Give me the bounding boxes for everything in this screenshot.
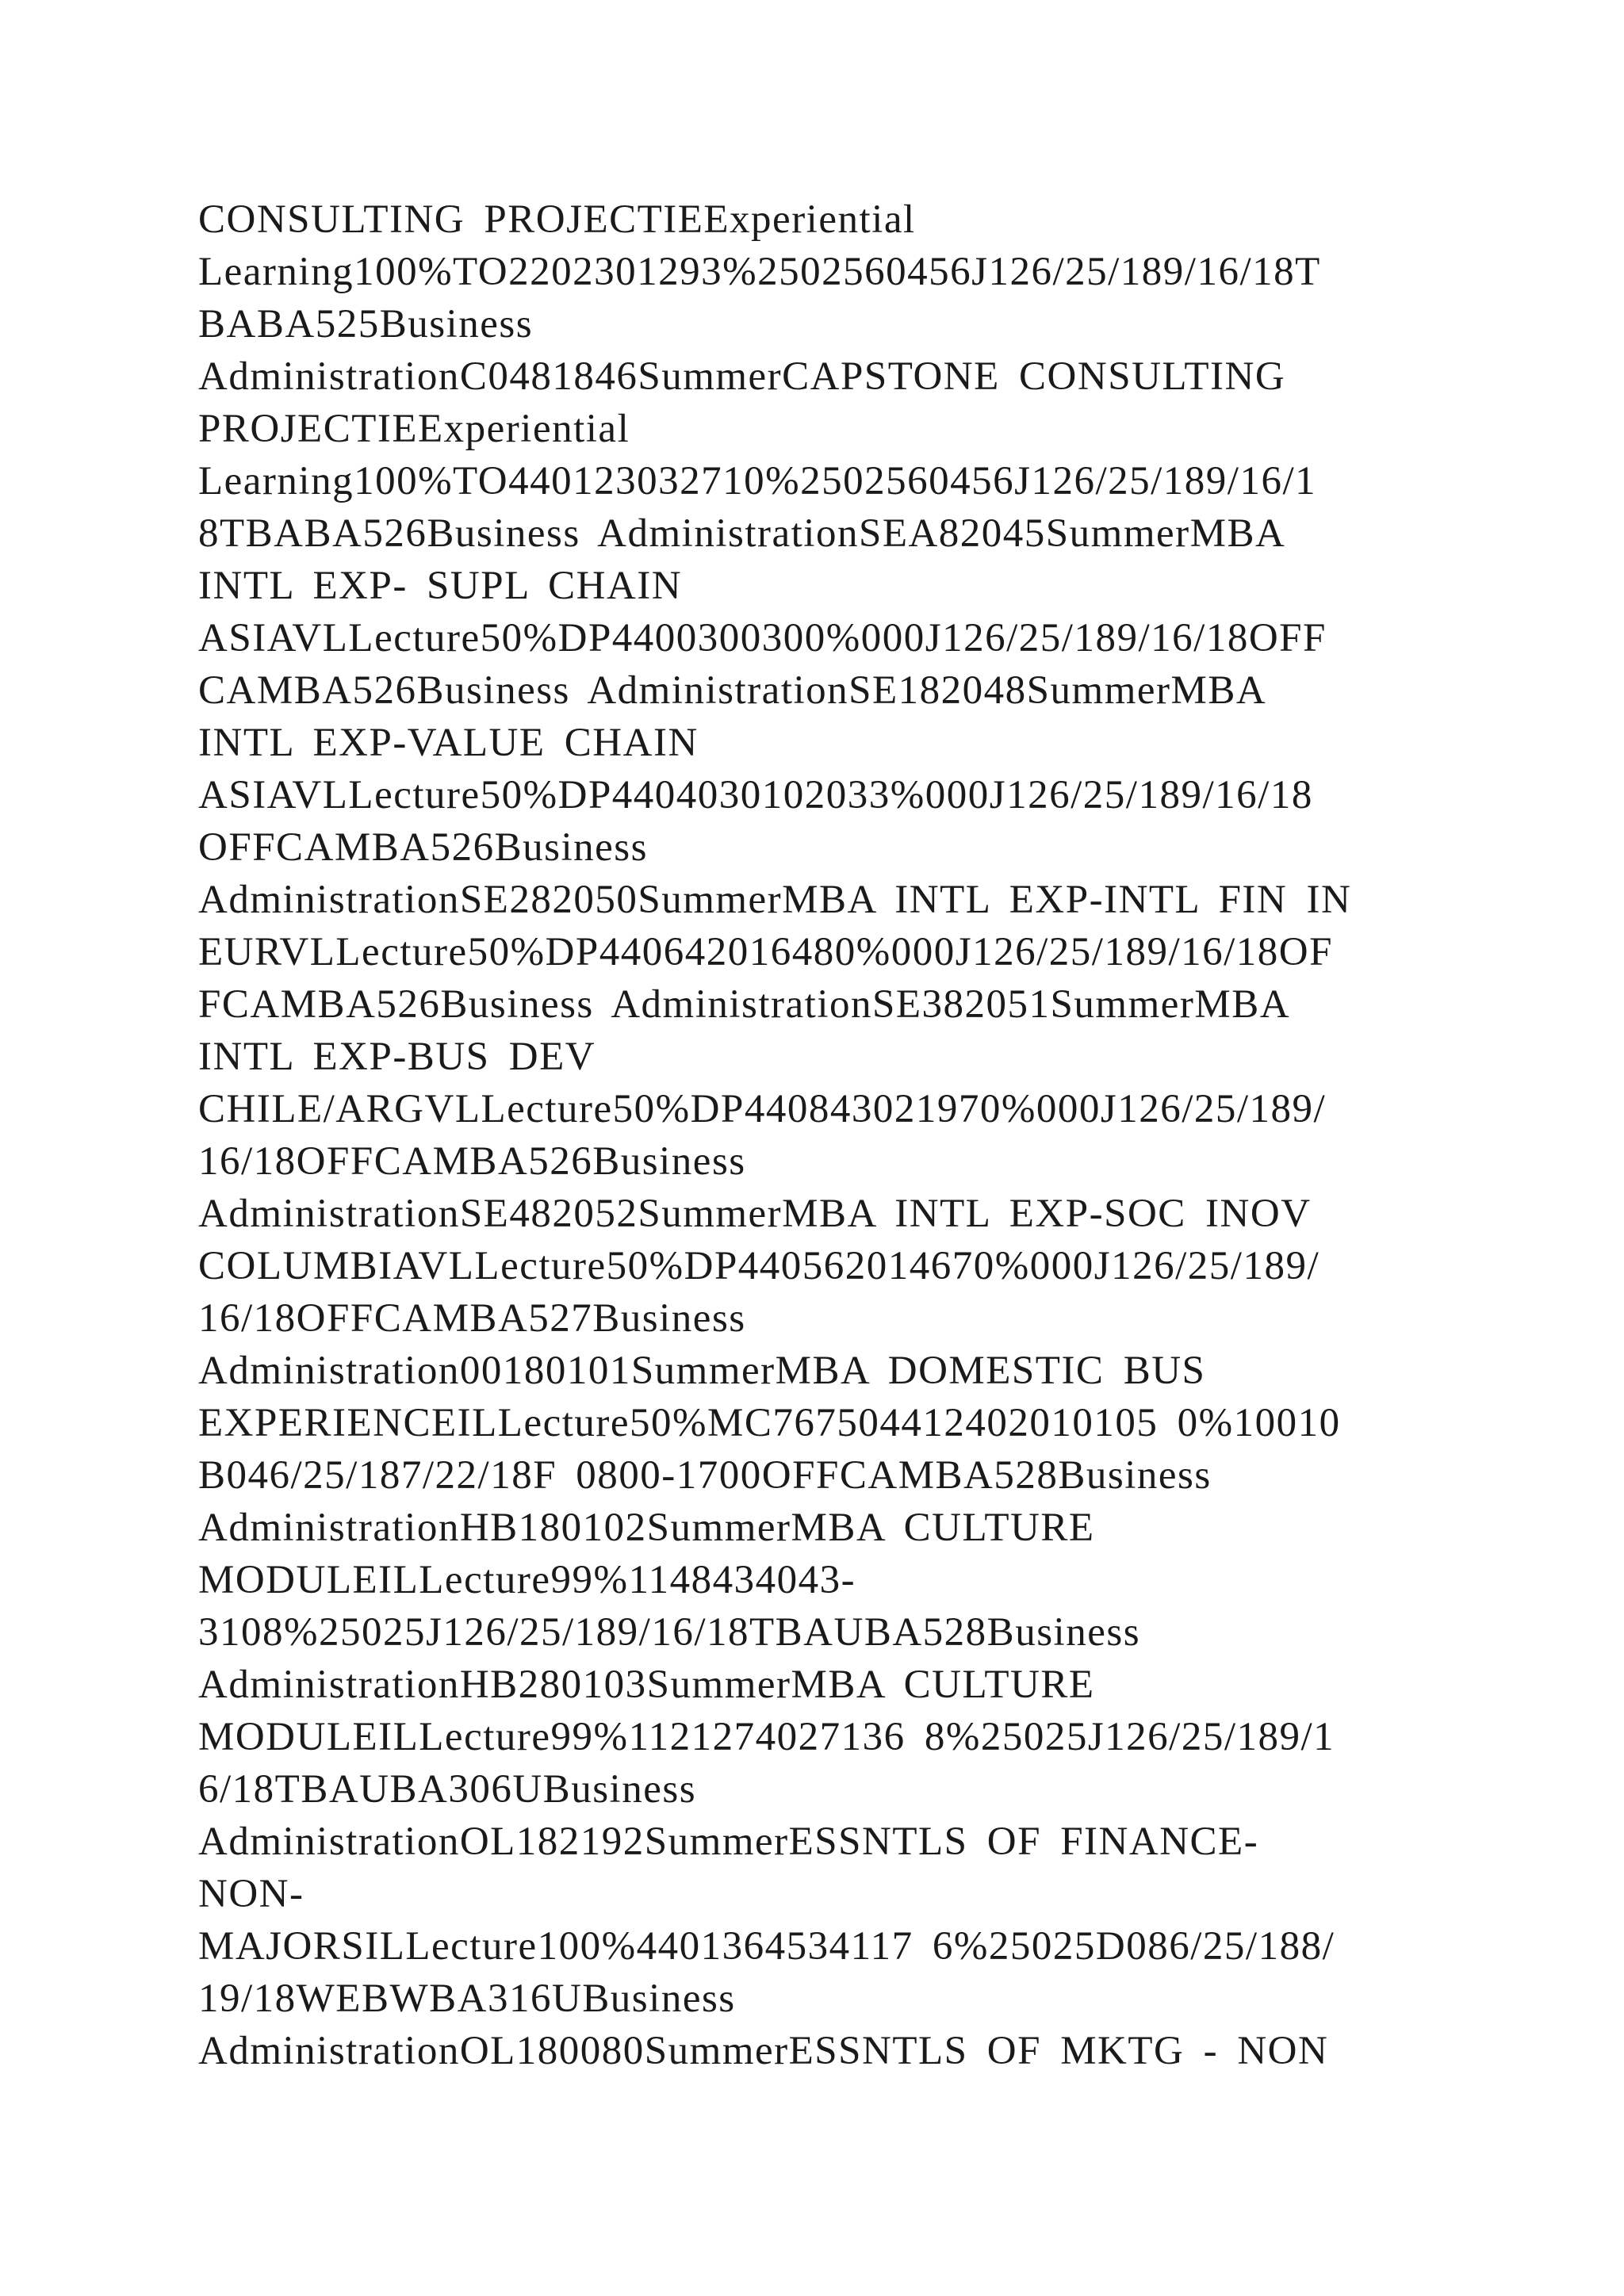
text-line: 16/18OFFCAMBA526Business [198, 1139, 746, 1184]
text-line: ASIAVLLecture50%DP4400300300%000J126/25/189/16/18OFF [198, 616, 1327, 660]
text-line: CONSULTING PROJECTIEExperiential [198, 197, 916, 242]
text-line: AdministrationOL182192SummerESSNTLS OF FINANCE- [198, 1820, 1259, 1864]
text-line: 16/18OFFCAMBA527Business [198, 1296, 746, 1341]
text-line: COLUMBIAVLLecture50%DP440562014670%000J126/25/189/ [198, 1244, 1320, 1288]
text-line: ASIAVLLecture50%DP4404030102033%000J126/25/189/16/18 [198, 773, 1313, 817]
text-line: AdministrationC0481846SummerCAPSTONE CONSULTING [198, 354, 1286, 399]
text-line: 6/18TBAUBA306UBusiness [198, 1767, 697, 1812]
text-line: AdministrationOL180080SummerESSNTLS OF MKTG - NON [198, 2029, 1329, 2073]
text-line: EURVLLecture50%DP440642016480%000J126/25/189/16/18OF [198, 930, 1333, 974]
text-line: NON- [198, 1872, 304, 1916]
text-line: INTL EXP- SUPL CHAIN [198, 564, 683, 608]
text-line: AdministrationSE282050SummerMBA INTL EXP-INTL FIN IN [198, 878, 1352, 922]
text-line: PROJECTIEExperiential [198, 407, 630, 451]
text-line: AdministrationSE482052SummerMBA INTL EXP-SOC INOV [198, 1192, 1312, 1236]
text-line: INTL EXP-VALUE CHAIN [198, 721, 699, 765]
text-line: Learning100%TO440123032710%2502560456J126/25/189/16/1 [198, 459, 1317, 503]
document-body [198, 193, 1435, 2077]
text-line: CHILE/ARGVLLecture50%DP440843021970%000J126/25/189/ [198, 1087, 1327, 1131]
text-line: MODULEILLecture99%1121274027136 8%25025J126/25/189/1 [198, 1715, 1335, 1759]
text-line: FCAMBA526Business AdministrationSE382051SummerMBA [198, 982, 1291, 1027]
text-line: 3108%25025J126/25/189/16/18TBAUBA528Business [198, 1610, 1141, 1655]
text-line: EXPERIENCEILLecture50%MC767504412402010105 0%10010 [198, 1401, 1341, 1445]
text-line: AdministrationHB180102SummerMBA CULTURE [198, 1506, 1095, 1550]
text-line: MODULEILLecture99%1148434043- [198, 1558, 856, 1602]
text-line: AdministrationHB280103SummerMBA CULTURE [198, 1663, 1095, 1707]
text-line: 8TBABA526Business AdministrationSEA82045SummerMBA [198, 511, 1286, 556]
text-line: CAMBA526Business AdministrationSE182048SummerMBA [198, 668, 1267, 713]
text-line: MAJORSILLecture100%4401364534117 6%25025D086/25/188/ [198, 1924, 1335, 1969]
text-line: B046/25/187/22/18F 0800-1700OFFCAMBA528Business [198, 1453, 1212, 1498]
text-line: 19/18WEBWBA316UBusiness [198, 1976, 736, 2021]
text-line: Learning100%TO2202301293%2502560456J126/25/189/16/18T [198, 250, 1321, 294]
text-line: OFFCAMBA526Business [198, 825, 648, 870]
text-line: Administration00180101SummerMBA DOMESTIC BUS [198, 1349, 1206, 1393]
text-line: INTL EXP-BUS DEV [198, 1035, 596, 1079]
text-line: BABA525Business [198, 302, 534, 346]
